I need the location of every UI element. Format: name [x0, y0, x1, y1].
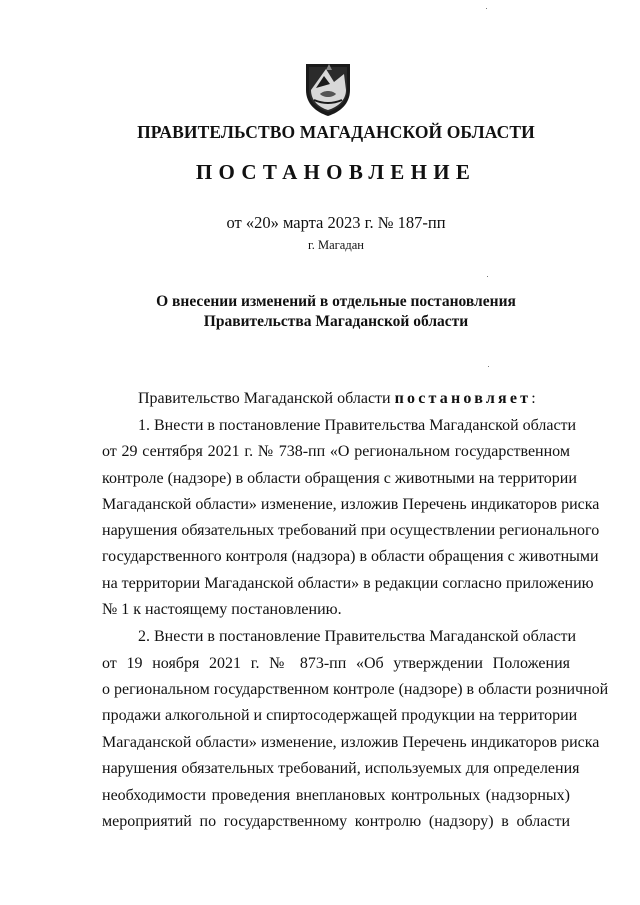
document-type-title: ПОСТАНОВЛЕНИЕ	[195, 160, 477, 184]
paragraph-2-line: 2. Внести в постановление Правительства Магаданской области	[138, 628, 577, 645]
paragraph-2-line: о региональном государственном контроле (надзоре) в области розничной	[102, 681, 609, 698]
subject-line-1: О внесении изменений в отдельные постановления	[156, 293, 516, 310]
preamble-colon: :	[531, 390, 536, 407]
scan-speck	[487, 276, 488, 277]
paragraph-1-line: на территории Магаданской области» в редакции согласно приложению	[102, 575, 594, 592]
coat-of-arms-emblem	[302, 60, 354, 118]
date-and-number: от «20» марта 2023 г. № 187-пп	[226, 213, 446, 232]
paragraph-2-line: продажи алкогольной и спиртосодержащей продукции на территории	[102, 707, 578, 724]
paragraph-2-line: необходимости проведения внеплановых контрольных (надзорных)	[102, 787, 570, 804]
preamble-verb: постановляет	[394, 390, 532, 407]
paragraph-2-line: от 19 ноября 2021 г. № 873-пп «Об утверждении Положения	[102, 655, 570, 672]
preamble	[138, 389, 570, 409]
city-name: г. Магадан	[308, 238, 364, 252]
paragraph-1-line: от 29 сентября 2021 г. № 738-пп «О региональном государственном	[102, 443, 570, 460]
scan-speck	[488, 366, 489, 367]
paragraph-2-line: нарушения обязательных требований, используемых для определения	[102, 760, 580, 777]
paragraph-1-line: государственного контроля (надзора) в области обращения с животными	[102, 548, 599, 565]
scan-speck	[486, 8, 487, 9]
paragraph-1-line: нарушения обязательных требований при осуществлении регионального	[102, 522, 600, 539]
paragraph-1-line: № 1 к настоящему постановлению.	[102, 601, 342, 618]
organization-title: ПРАВИТЕЛЬСТВО МАГАДАНСКОЙ ОБЛАСТИ	[137, 122, 535, 142]
paragraph-1-line: Магаданской области» изменение, изложив Перечень индикаторов риска	[102, 496, 600, 513]
subject-line-2: Правительства Магаданской области	[203, 313, 469, 330]
paragraph-2-line: Магаданской области» изменение, изложив Перечень индикаторов риска	[102, 734, 600, 751]
paragraph-1-line: 1. Внести в постановление Правительства Магаданской области	[138, 417, 577, 434]
document-subject	[0, 292, 640, 332]
preamble-text: Правительство Магаданской области	[138, 390, 395, 407]
paragraph-2-line: мероприятий по государственному контролю (надзору) в области	[102, 813, 570, 830]
paragraph-1-line: контроле (надзоре) в области обращения с животными на территории	[102, 470, 577, 487]
